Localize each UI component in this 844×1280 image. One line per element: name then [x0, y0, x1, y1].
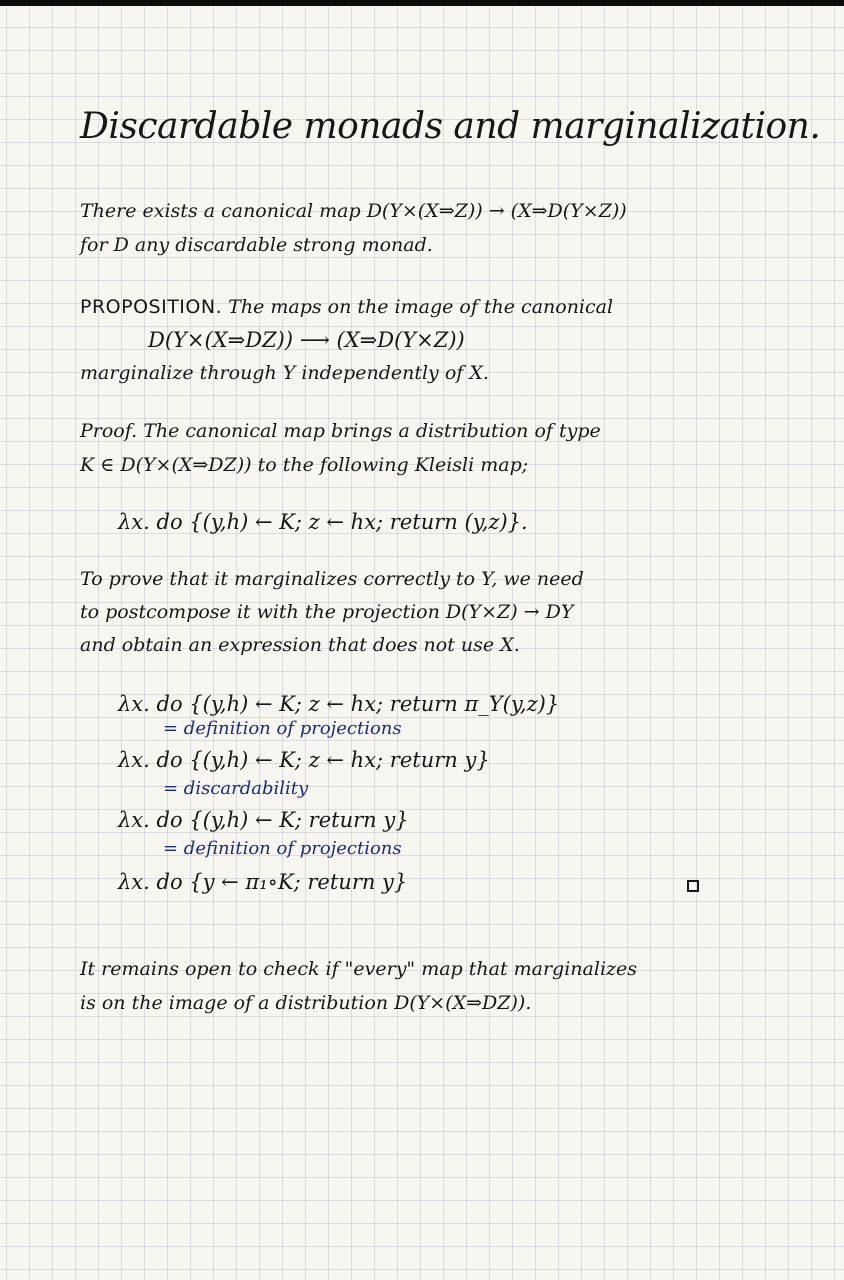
qed-square-icon	[687, 880, 699, 892]
page-title: Discardable monads and marginalization.	[80, 106, 821, 147]
intro-line-2: for D any discardable strong monad.	[80, 234, 433, 256]
proposition-heading: PROPOSITION.	[80, 296, 223, 318]
derivation-reason-1: = definition of projections	[163, 718, 402, 739]
derivation-step-1: λx. do {(y,h) ← K; z ← hx; return π_Y(y,z)}	[118, 692, 560, 716]
proposition-block	[80, 296, 613, 318]
proposition-map: D(Y×(X⇒DZ)) ⟶ (X⇒D(Y×Z))	[148, 328, 465, 352]
proof-line-2: K ∈ D(Y×(X⇒DZ)) to the following Kleisli map;	[80, 454, 529, 476]
closing-line-1: It remains open to check if "every" map that marginalizes	[80, 958, 638, 980]
derivation-reason-2: = discardability	[163, 778, 309, 799]
derivation-step-2: λx. do {(y,h) ← K; z ← hx; return y}	[118, 748, 490, 772]
proof-block	[80, 420, 601, 442]
proposition-line-1: The maps on the image of the canonical	[228, 296, 614, 318]
proof-paragraph-line-2: to postcompose it with the projection D(Y×Z) → DY	[80, 601, 574, 623]
derivation-reason-3: = definition of projections	[163, 838, 402, 859]
intro-line-1: There exists a canonical map D(Y×(X⇒Z)) → (X⇒D(Y×Z))	[80, 200, 627, 222]
proof-paragraph-line-1: To prove that it marginalizes correctly to Y, we need	[80, 568, 584, 590]
derivation-step-4: λx. do {y ← π₁∘K; return y}	[118, 870, 408, 894]
proposition-line-3: marginalize through Y independently of X.	[80, 362, 489, 384]
proof-heading: Proof.	[80, 420, 138, 442]
page-top-edge	[0, 0, 844, 6]
proof-paragraph-line-3: and obtain an expression that does not use X.	[80, 634, 520, 656]
kleisli-map-expression: λx. do {(y,h) ← K; z ← hx; return (y,z)}.	[118, 510, 528, 534]
closing-line-2: is on the image of a distribution D(Y×(X⇒DZ)).	[80, 992, 532, 1014]
derivation-step-3: λx. do {(y,h) ← K; return y}	[118, 808, 409, 832]
proof-line-1: The canonical map brings a distribution of type	[143, 420, 601, 442]
